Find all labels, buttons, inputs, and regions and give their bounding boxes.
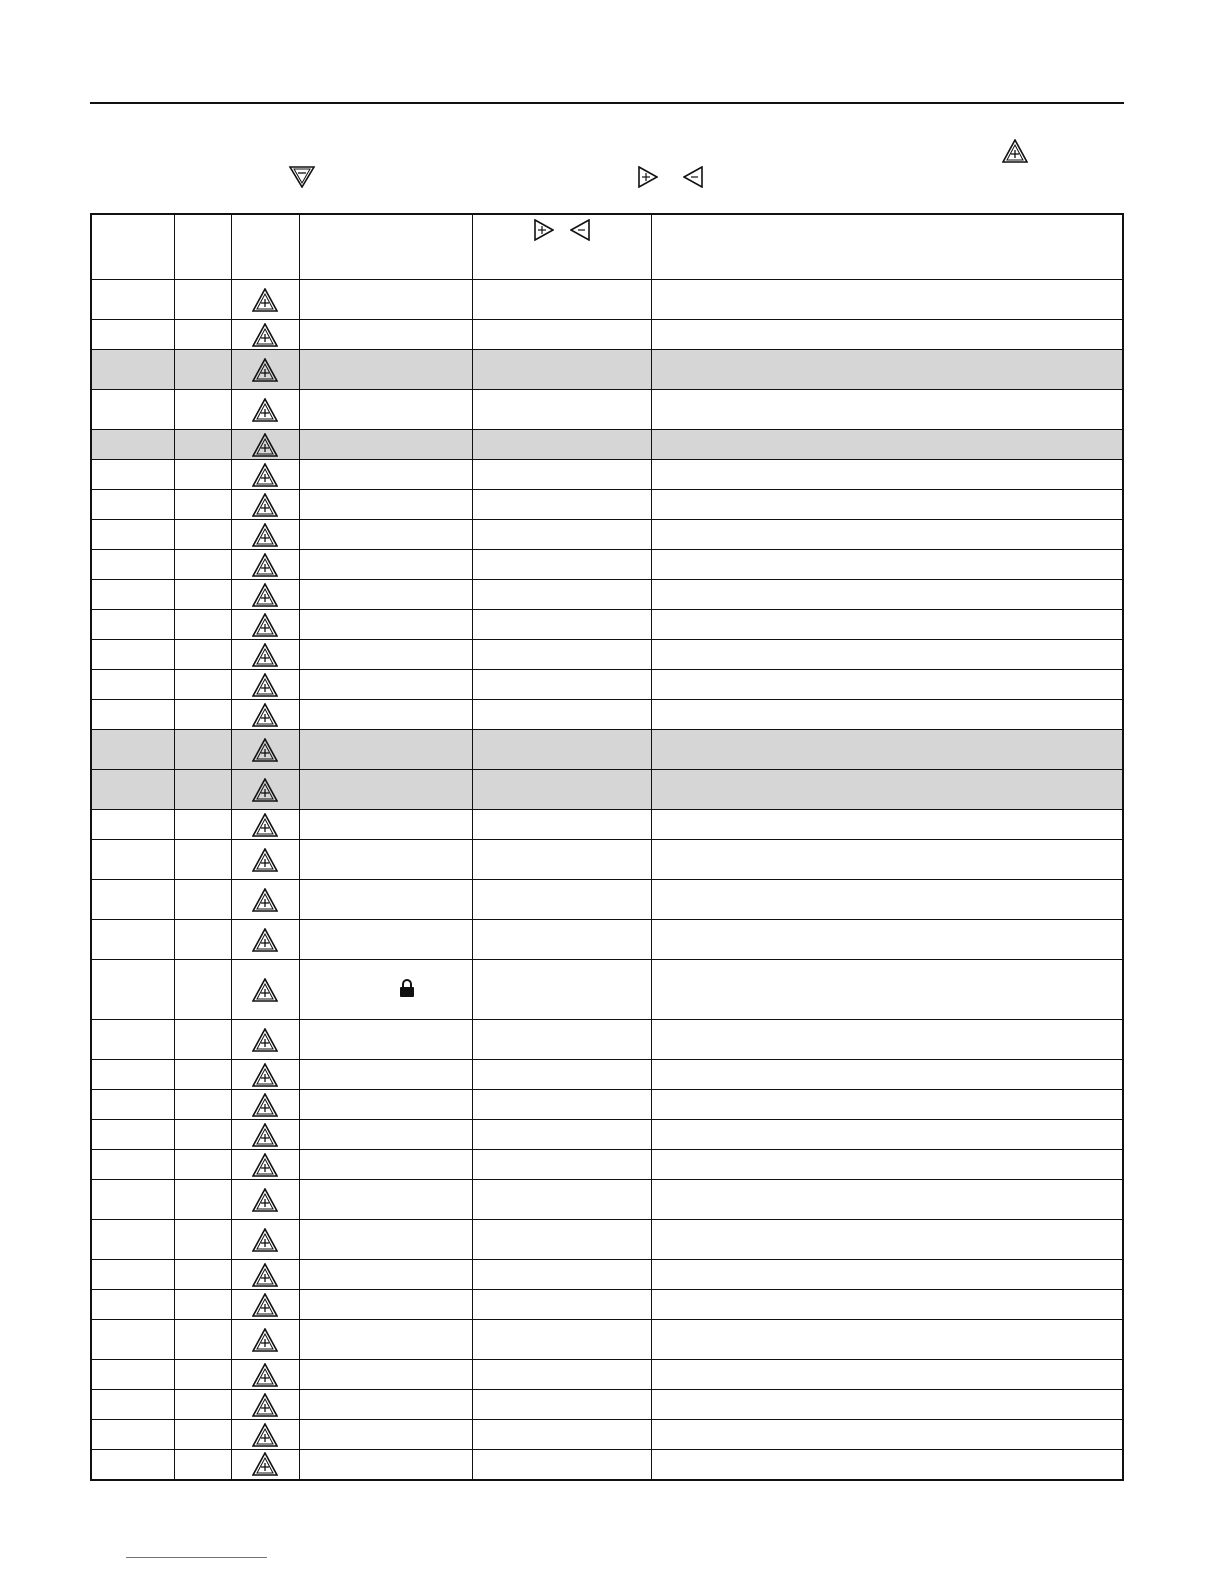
table-cell xyxy=(651,490,1123,520)
up-triangle-plus-icon xyxy=(232,703,299,727)
up-triangle-plus-icon xyxy=(232,1393,299,1417)
top-rule xyxy=(90,102,1124,104)
table-cell xyxy=(472,840,651,880)
row-icon-cell xyxy=(231,390,299,430)
table-cell xyxy=(472,1260,651,1290)
table-cell xyxy=(174,1390,231,1420)
table-cell xyxy=(472,670,651,700)
row-icon-cell xyxy=(231,1220,299,1260)
up-triangle-plus-icon xyxy=(232,463,299,487)
up-triangle-plus-icon xyxy=(232,813,299,837)
table-row xyxy=(91,1060,1123,1090)
table-row xyxy=(91,580,1123,610)
row-icon-cell xyxy=(231,580,299,610)
table-cell xyxy=(91,390,174,430)
table-cell xyxy=(299,1360,472,1390)
up-triangle-plus-icon xyxy=(232,1028,299,1052)
lock-icon xyxy=(343,978,472,1001)
table-cell xyxy=(174,670,231,700)
table-cell xyxy=(472,1220,651,1260)
table-row xyxy=(91,320,1123,350)
table-row xyxy=(91,1320,1123,1360)
up-triangle-plus-icon xyxy=(232,1263,299,1287)
table-cell xyxy=(91,1020,174,1060)
table-cell xyxy=(174,1420,231,1450)
table-cell xyxy=(174,840,231,880)
table-cell xyxy=(299,1290,472,1320)
up-triangle-plus-icon xyxy=(232,433,299,457)
table-cell xyxy=(91,430,174,460)
table-cell xyxy=(91,350,174,390)
table-cell xyxy=(299,490,472,520)
table-cell xyxy=(651,610,1123,640)
row-icon-cell xyxy=(231,920,299,960)
row-icon-cell xyxy=(231,610,299,640)
table-row xyxy=(91,350,1123,390)
row-icon-cell xyxy=(231,1290,299,1320)
header-cell xyxy=(174,214,231,280)
table-cell xyxy=(651,1260,1123,1290)
header-cell xyxy=(651,214,1123,280)
table-cell xyxy=(174,700,231,730)
table-cell xyxy=(651,1290,1123,1320)
row-icon-cell xyxy=(231,770,299,810)
table-cell xyxy=(174,1450,231,1480)
table-row xyxy=(91,1180,1123,1220)
up-triangle-plus-icon xyxy=(232,583,299,607)
table-cell xyxy=(299,1020,472,1060)
table-cell xyxy=(472,960,651,1020)
table-row xyxy=(91,460,1123,490)
table-cell xyxy=(299,1450,472,1480)
table-cell xyxy=(299,320,472,350)
table-cell xyxy=(299,840,472,880)
up-triangle-plus-icon xyxy=(232,673,299,697)
table-cell xyxy=(91,810,174,840)
table-cell xyxy=(91,1150,174,1180)
table-cell xyxy=(651,320,1123,350)
row-icon-cell xyxy=(231,1060,299,1090)
table-cell xyxy=(651,1060,1123,1090)
table-cell xyxy=(299,960,472,1020)
table-cell xyxy=(651,390,1123,430)
right-triangle-plus-icon xyxy=(534,219,554,241)
table-cell xyxy=(651,1320,1123,1360)
row-icon-cell xyxy=(231,550,299,580)
row-icon-cell xyxy=(231,810,299,840)
table-cell xyxy=(174,1290,231,1320)
table-cell xyxy=(472,920,651,960)
table-cell xyxy=(472,1020,651,1060)
row-icon-cell xyxy=(231,350,299,390)
table-cell xyxy=(651,770,1123,810)
table-cell xyxy=(472,390,651,430)
header-cell xyxy=(299,214,472,280)
table-cell xyxy=(651,550,1123,580)
table-cell xyxy=(299,1420,472,1450)
table-cell xyxy=(651,640,1123,670)
up-triangle-plus-icon xyxy=(232,738,299,762)
table-cell xyxy=(174,770,231,810)
table-cell xyxy=(174,1150,231,1180)
table-cell xyxy=(299,280,472,320)
table-cell xyxy=(91,1220,174,1260)
row-icon-cell xyxy=(231,960,299,1020)
row-icon-cell xyxy=(231,1360,299,1390)
table-cell xyxy=(472,520,651,550)
table-cell xyxy=(91,1060,174,1090)
up-triangle-plus-icon xyxy=(232,613,299,637)
table-cell xyxy=(91,920,174,960)
row-icon-cell xyxy=(231,670,299,700)
table-row xyxy=(91,700,1123,730)
table-cell xyxy=(651,960,1123,1020)
table-cell xyxy=(91,1090,174,1120)
table-cell xyxy=(651,1090,1123,1120)
table-cell xyxy=(91,460,174,490)
table-cell xyxy=(174,1320,231,1360)
table-cell xyxy=(174,1260,231,1290)
table-cell xyxy=(299,350,472,390)
table-cell xyxy=(472,1120,651,1150)
table-cell xyxy=(472,640,651,670)
table-cell xyxy=(174,550,231,580)
table-cell xyxy=(472,490,651,520)
table-cell xyxy=(91,490,174,520)
table-row xyxy=(91,490,1123,520)
settings-table xyxy=(90,213,1124,1481)
table-cell xyxy=(299,640,472,670)
table-row xyxy=(91,1220,1123,1260)
table-cell xyxy=(91,1450,174,1480)
table-row xyxy=(91,880,1123,920)
table-cell xyxy=(91,580,174,610)
table-cell xyxy=(651,1220,1123,1260)
table-cell xyxy=(299,1090,472,1120)
table-cell xyxy=(299,460,472,490)
table-cell xyxy=(91,520,174,550)
row-icon-cell xyxy=(231,520,299,550)
up-triangle-plus-icon xyxy=(232,523,299,547)
table-row xyxy=(91,1260,1123,1290)
table-header-row xyxy=(91,214,1123,280)
table-cell xyxy=(472,880,651,920)
table-cell xyxy=(174,580,231,610)
table-cell xyxy=(472,1090,651,1120)
table-cell xyxy=(174,730,231,770)
table-row xyxy=(91,430,1123,460)
table-cell xyxy=(174,280,231,320)
row-icon-cell xyxy=(231,1180,299,1220)
up-triangle-plus-icon xyxy=(232,358,299,382)
up-triangle-plus-icon xyxy=(232,1153,299,1177)
table-cell xyxy=(651,520,1123,550)
table-cell xyxy=(91,1260,174,1290)
header-cell xyxy=(231,214,299,280)
table-cell xyxy=(651,350,1123,390)
row-icon-cell xyxy=(231,880,299,920)
table-cell xyxy=(299,1150,472,1180)
table-cell xyxy=(174,1090,231,1120)
table-cell xyxy=(299,730,472,770)
up-triangle-plus-icon xyxy=(232,1063,299,1087)
table-row xyxy=(91,770,1123,810)
table-cell xyxy=(91,550,174,580)
table-cell xyxy=(299,880,472,920)
table-cell xyxy=(651,1390,1123,1420)
row-icon-cell xyxy=(231,640,299,670)
table-cell xyxy=(174,810,231,840)
table-cell xyxy=(174,1020,231,1060)
table-row xyxy=(91,840,1123,880)
table-cell xyxy=(651,1450,1123,1480)
row-icon-cell xyxy=(231,1090,299,1120)
table-cell xyxy=(174,1060,231,1090)
table-cell xyxy=(91,1360,174,1390)
up-triangle-plus-icon xyxy=(232,1123,299,1147)
table-cell xyxy=(472,1290,651,1320)
down-triangle-icon xyxy=(289,166,315,188)
table-cell xyxy=(174,350,231,390)
table-cell xyxy=(91,280,174,320)
up-triangle-plus-icon xyxy=(232,1293,299,1317)
table-cell xyxy=(91,1180,174,1220)
table-cell xyxy=(299,1120,472,1150)
row-icon-cell xyxy=(231,1120,299,1150)
header-cell-adjust xyxy=(472,214,651,280)
table-cell xyxy=(299,1320,472,1360)
table-cell xyxy=(91,960,174,1020)
table-cell xyxy=(91,770,174,810)
table-cell xyxy=(651,580,1123,610)
table-cell xyxy=(472,1150,651,1180)
table-cell xyxy=(651,280,1123,320)
table-cell xyxy=(91,320,174,350)
table-cell xyxy=(174,1120,231,1150)
table-cell xyxy=(472,550,651,580)
table-cell xyxy=(174,520,231,550)
up-triangle-plus-icon xyxy=(232,323,299,347)
table-cell xyxy=(472,770,651,810)
table-cell xyxy=(174,490,231,520)
table-cell xyxy=(299,1180,472,1220)
row-icon-cell xyxy=(231,730,299,770)
table-cell xyxy=(472,700,651,730)
table-cell xyxy=(651,670,1123,700)
table-cell xyxy=(174,640,231,670)
table-cell xyxy=(174,390,231,430)
row-icon-cell xyxy=(231,1320,299,1360)
up-triangle-plus-icon xyxy=(232,1228,299,1252)
table-cell xyxy=(299,1260,472,1290)
table-row xyxy=(91,1290,1123,1320)
table-row xyxy=(91,1450,1123,1480)
header-cell xyxy=(91,214,174,280)
up-triangle-plus-icon xyxy=(232,493,299,517)
row-icon-cell xyxy=(231,1420,299,1450)
table-cell xyxy=(299,430,472,460)
table-cell xyxy=(651,1180,1123,1220)
up-triangle-plus-icon xyxy=(232,1188,299,1212)
table-cell xyxy=(91,610,174,640)
row-icon-cell xyxy=(231,460,299,490)
table-row xyxy=(91,1420,1123,1450)
table-cell xyxy=(651,1360,1123,1390)
table-cell xyxy=(472,580,651,610)
up-triangle-plus-icon xyxy=(232,1452,299,1476)
table-row xyxy=(91,810,1123,840)
table-cell xyxy=(174,1360,231,1390)
table-cell xyxy=(651,810,1123,840)
left-triangle-minus-icon xyxy=(570,219,590,241)
table-row xyxy=(91,960,1123,1020)
table-cell xyxy=(174,920,231,960)
table-cell xyxy=(472,1320,651,1360)
table-cell xyxy=(472,1420,651,1450)
row-icon-cell xyxy=(231,1260,299,1290)
up-triangle-plus-icon xyxy=(232,978,299,1002)
table-cell xyxy=(299,1220,472,1260)
table-row xyxy=(91,640,1123,670)
table-cell xyxy=(472,1390,651,1420)
row-icon-cell xyxy=(231,1390,299,1420)
table-row xyxy=(91,520,1123,550)
table-cell xyxy=(174,1180,231,1220)
table-row xyxy=(91,1360,1123,1390)
table-row xyxy=(91,920,1123,960)
table-row xyxy=(91,550,1123,580)
up-triangle-plus-icon xyxy=(232,643,299,667)
table-cell xyxy=(91,1120,174,1150)
table-cell xyxy=(91,880,174,920)
table-cell xyxy=(174,610,231,640)
table-cell xyxy=(651,1120,1123,1150)
table-row xyxy=(91,1150,1123,1180)
table-row xyxy=(91,1020,1123,1060)
table-cell xyxy=(651,460,1123,490)
table-cell xyxy=(299,610,472,640)
table-cell xyxy=(472,1360,651,1390)
table-cell xyxy=(651,700,1123,730)
table-cell xyxy=(91,730,174,770)
table-cell xyxy=(472,810,651,840)
table-cell xyxy=(91,840,174,880)
row-icon-cell xyxy=(231,490,299,520)
right-triangle-plus-icon xyxy=(638,166,658,188)
table-cell xyxy=(651,730,1123,770)
table-row xyxy=(91,1090,1123,1120)
table-cell xyxy=(299,920,472,960)
table-cell xyxy=(299,1390,472,1420)
table-row xyxy=(91,610,1123,640)
row-icon-cell xyxy=(231,840,299,880)
table-cell xyxy=(472,610,651,640)
row-icon-cell xyxy=(231,430,299,460)
row-icon-cell xyxy=(231,1450,299,1480)
up-triangle-plus-icon xyxy=(232,1423,299,1447)
table-cell xyxy=(472,730,651,770)
table-cell xyxy=(472,280,651,320)
up-triangle-plus-icon xyxy=(232,1093,299,1117)
up-triangle-plus-icon xyxy=(1002,139,1028,163)
up-triangle-plus-icon xyxy=(232,778,299,802)
row-icon-cell xyxy=(231,320,299,350)
table-cell xyxy=(91,640,174,670)
table-cell xyxy=(651,1150,1123,1180)
bottom-link-underline xyxy=(126,1557,267,1558)
table-row xyxy=(91,280,1123,320)
table-cell xyxy=(651,840,1123,880)
table-cell xyxy=(174,880,231,920)
table-row xyxy=(91,1120,1123,1150)
up-triangle-plus-icon xyxy=(232,888,299,912)
table-cell xyxy=(299,810,472,840)
table-cell xyxy=(472,460,651,490)
table-cell xyxy=(651,1020,1123,1060)
table-cell xyxy=(174,430,231,460)
table-cell xyxy=(472,320,651,350)
row-icon-cell xyxy=(231,700,299,730)
left-triangle-minus-icon xyxy=(683,166,703,188)
table-cell xyxy=(299,520,472,550)
table-cell xyxy=(299,700,472,730)
table-cell xyxy=(651,880,1123,920)
up-triangle-plus-icon xyxy=(232,288,299,312)
table-row xyxy=(91,730,1123,770)
row-icon-cell xyxy=(231,1020,299,1060)
row-icon-cell xyxy=(231,1150,299,1180)
table-cell xyxy=(472,350,651,390)
table-cell xyxy=(299,770,472,810)
table-cell xyxy=(299,580,472,610)
table-cell xyxy=(472,1060,651,1090)
table-cell xyxy=(472,430,651,460)
table-cell xyxy=(91,1320,174,1360)
row-icon-cell xyxy=(231,280,299,320)
table-row xyxy=(91,1390,1123,1420)
table-cell xyxy=(651,430,1123,460)
table-cell xyxy=(174,320,231,350)
table-cell xyxy=(299,1060,472,1090)
table-cell xyxy=(91,1290,174,1320)
up-triangle-plus-icon xyxy=(232,1328,299,1352)
table-cell xyxy=(174,460,231,490)
up-triangle-plus-icon xyxy=(232,928,299,952)
table-cell xyxy=(91,670,174,700)
up-triangle-plus-icon xyxy=(232,398,299,422)
table-cell xyxy=(91,1420,174,1450)
table-row xyxy=(91,670,1123,700)
table-row xyxy=(91,390,1123,430)
up-triangle-plus-icon xyxy=(232,553,299,577)
table-cell xyxy=(472,1450,651,1480)
table-cell xyxy=(299,670,472,700)
table-cell xyxy=(299,550,472,580)
table-cell xyxy=(472,1180,651,1220)
up-triangle-plus-icon xyxy=(232,848,299,872)
table-cell xyxy=(91,1390,174,1420)
table-cell xyxy=(174,960,231,1020)
table-cell xyxy=(91,700,174,730)
table-cell xyxy=(651,920,1123,960)
table-cell xyxy=(174,1220,231,1260)
table-cell xyxy=(651,1420,1123,1450)
table-cell xyxy=(299,390,472,430)
up-triangle-plus-icon xyxy=(232,1363,299,1387)
